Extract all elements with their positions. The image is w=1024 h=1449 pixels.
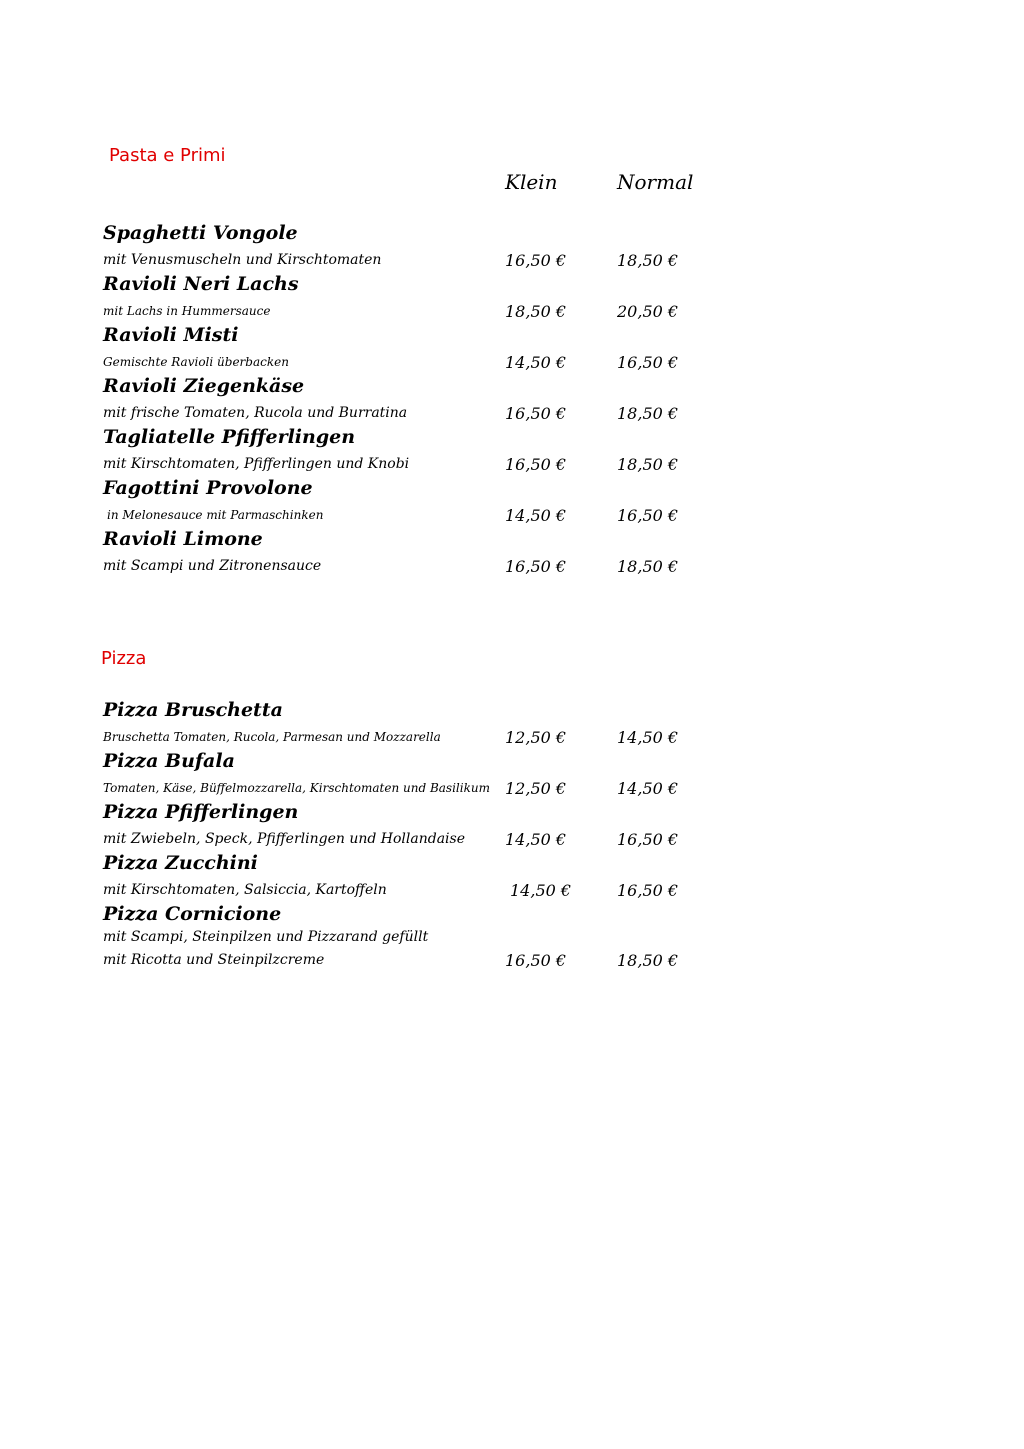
price-small: 16,50 € — [505, 951, 567, 970]
price-normal: 16,50 € — [617, 506, 679, 525]
column-header-normal: Normal — [617, 170, 694, 194]
dish-name: Pizza Cornicione — [103, 903, 282, 925]
dish-description: mit Venusmuscheln und Kirschtomaten — [103, 252, 382, 268]
dish-name: Ravioli Neri Lachs — [103, 273, 299, 295]
section-title-pizza: Pizza — [101, 648, 147, 669]
price-normal: 14,50 € — [617, 728, 679, 747]
price-small: 16,50 € — [505, 251, 567, 270]
dish-description: mit Kirschtomaten, Salsiccia, Kartoffeln — [103, 882, 387, 898]
price-small: 14,50 € — [505, 506, 567, 525]
dish-name: Tagliatelle Pfifferlingen — [103, 426, 356, 448]
dish-description: Bruschetta Tomaten, Rucola, Parmesan und Mozzarella — [103, 730, 441, 744]
dish-description: mit Lachs in Hummersauce — [103, 304, 271, 318]
dish-name: Pizza Bruschetta — [103, 699, 283, 721]
price-small: 14,50 € — [510, 881, 572, 900]
price-normal: 16,50 € — [617, 881, 679, 900]
price-small: 12,50 € — [505, 728, 567, 747]
dish-name: Fagottini Provolone — [103, 477, 313, 499]
price-normal: 18,50 € — [617, 455, 679, 474]
dish-description: mit Kirschtomaten, Pfifferlingen und Knobi — [103, 456, 410, 472]
column-header-klein: Klein — [505, 170, 558, 194]
price-normal: 18,50 € — [617, 557, 679, 576]
price-normal: 16,50 € — [617, 830, 679, 849]
price-normal: 18,50 € — [617, 251, 679, 270]
dish-name: Pizza Zucchini — [103, 852, 258, 874]
dish-name: Ravioli Ziegenkäse — [103, 375, 305, 397]
price-small: 16,50 € — [505, 455, 567, 474]
price-small: 14,50 € — [505, 830, 567, 849]
dish-name: Spaghetti Vongole — [103, 222, 298, 244]
dish-description: mit frische Tomaten, Rucola und Burratina — [103, 405, 408, 421]
price-small: 12,50 € — [505, 779, 567, 798]
dish-description: mit Zwiebeln, Speck, Pfifferlingen und Hollandaise — [103, 831, 466, 847]
price-normal: 20,50 € — [617, 302, 679, 321]
dish-name: Pizza Pfifferlingen — [103, 801, 299, 823]
dish-name: Ravioli Misti — [103, 324, 239, 346]
price-small: 16,50 € — [505, 557, 567, 576]
section-title-pasta: Pasta e Primi — [109, 145, 226, 166]
dish-description: in Melonesauce mit Parmaschinken — [107, 508, 324, 522]
dish-name: Pizza Bufala — [103, 750, 235, 772]
price-normal: 18,50 € — [617, 951, 679, 970]
price-small: 16,50 € — [505, 404, 567, 423]
dish-description: Gemischte Ravioli überbacken — [103, 355, 289, 369]
dish-description: Tomaten, Käse, Büffelmozzarella, Kirschtomaten und Basilikum — [103, 781, 490, 795]
price-normal: 18,50 € — [617, 404, 679, 423]
price-small: 18,50 € — [505, 302, 567, 321]
price-normal: 16,50 € — [617, 353, 679, 372]
price-normal: 14,50 € — [617, 779, 679, 798]
dish-description-line-2: mit Ricotta und Steinpilzcreme — [103, 952, 325, 968]
dish-name: Ravioli Limone — [103, 528, 263, 550]
dish-description: mit Scampi und Zitronensauce — [103, 558, 322, 574]
dish-description: mit Scampi, Steinpilzen und Pizzarand gefüllt — [103, 929, 429, 945]
price-small: 14,50 € — [505, 353, 567, 372]
